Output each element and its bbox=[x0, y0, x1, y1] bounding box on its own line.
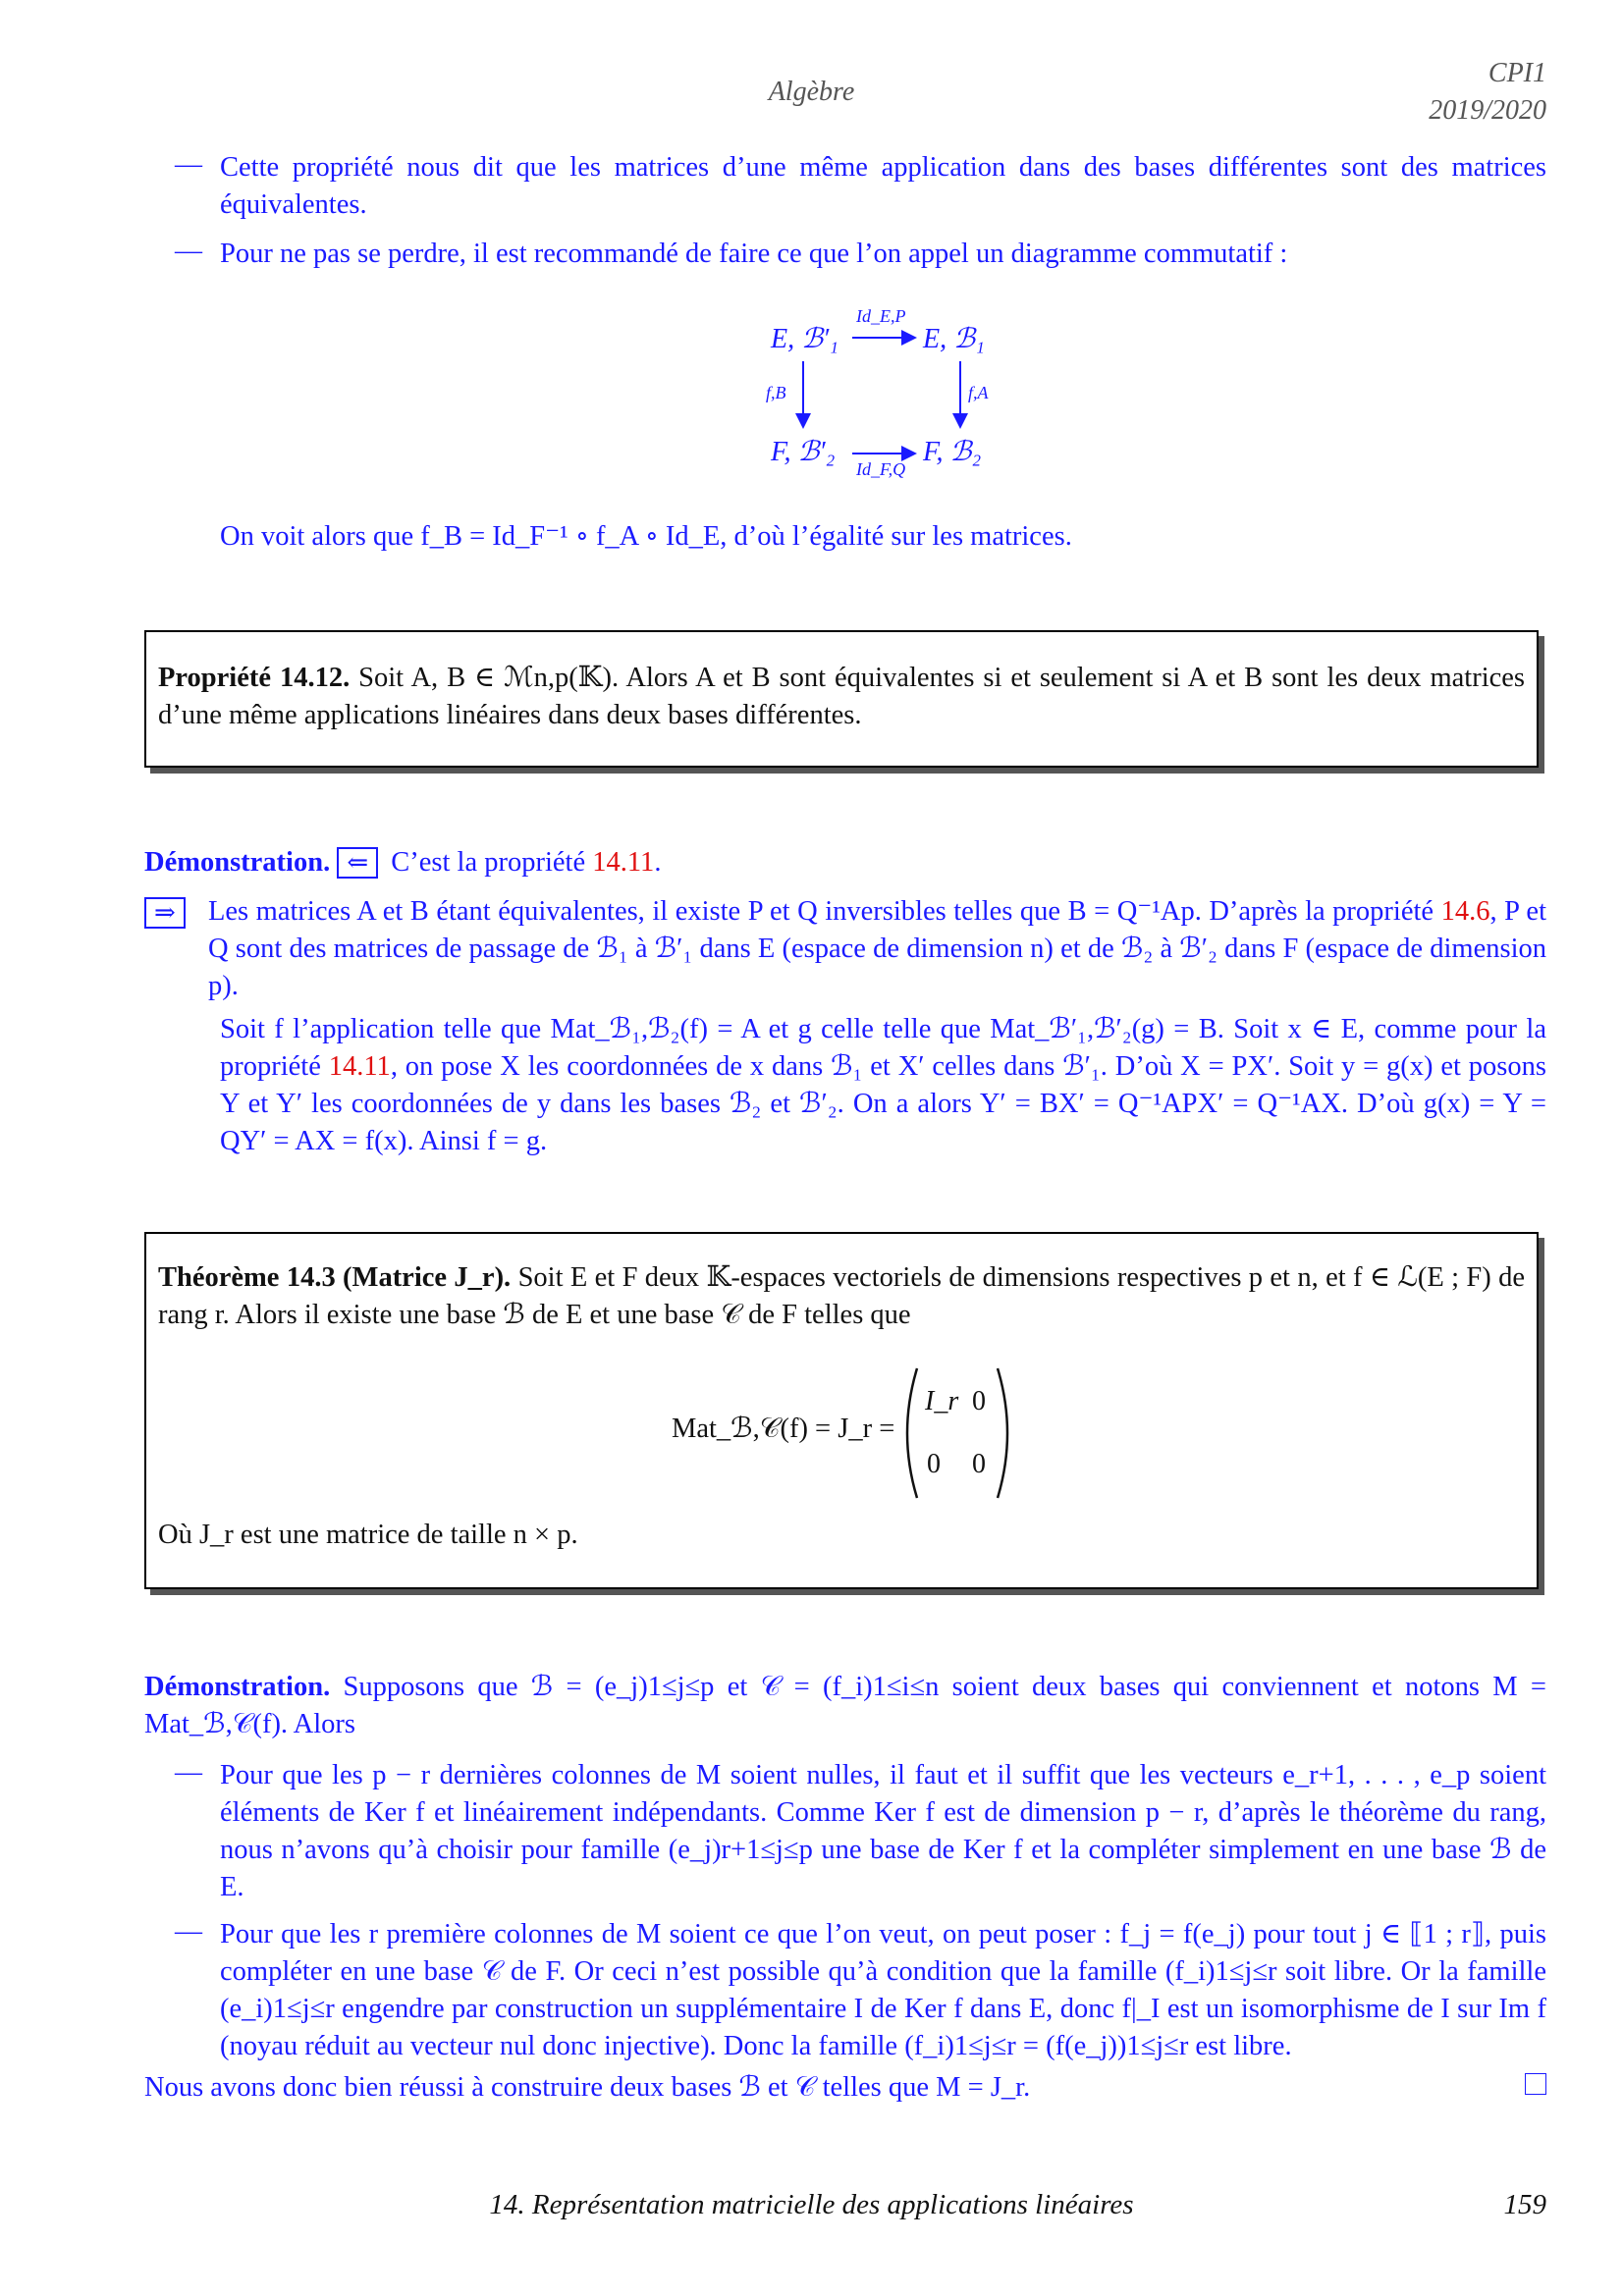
label-right-arrow: f,A bbox=[968, 383, 989, 402]
diagram-conclusion: On voit alors que f_B = Id_F⁻¹ ∘ f_A ∘ Id_E, d’où l’égalité sur les matrices. bbox=[220, 521, 1072, 552]
theorem-content bbox=[158, 1259, 1525, 1334]
matrix-cell-11: I_r bbox=[925, 1386, 959, 1416]
property-content bbox=[158, 660, 1525, 734]
header-course: CPI1 bbox=[1488, 58, 1546, 88]
demo1-para1 bbox=[208, 893, 1546, 1005]
demo1-ref-1411b[interactable]: 14.11 bbox=[328, 1051, 391, 1082]
demo1-para2-a: Soit f l’application telle que Mat_ℬ₁,ℬ₂(f) = A et g celle telle que Mat_ℬ′₁,ℬ′₂(g) = B. Soit x ∈ E, comme pour la propriété bbox=[220, 1014, 1546, 1082]
theorem-formula: Mat_ℬ,𝒞(f) = J_r = bbox=[672, 1414, 895, 1444]
demo1-para2-b: , on pose X les coordonnées de x dans ℬ₁ et X′ celles dans ℬ′₁. D’où X = PX′. Soit y = g(x) et posons Y et Y′ les coordonnées de y dans les bases ℬ₂ et ℬ′₂. On a alors Y′ = BX′ = Q⁻¹APX′ = Q⁻¹AX. D’où g(x) = Y = QY′ = AX = f(x). Ainsi f = g. bbox=[220, 1051, 1547, 1156]
header-course-year bbox=[1429, 55, 1546, 130]
theorem-title: Théorème 14.3 (Matrice J_r). bbox=[158, 1262, 512, 1293]
demo2-final: Nous avons donc bien réussi à construire deux bases ℬ et 𝒞 telles que M = J_r. bbox=[144, 2072, 1031, 2103]
header-year: 2019/2020 bbox=[1429, 95, 1546, 126]
demo2-intro-text: Supposons que ℬ = (e_j)1≤j≤p et 𝒞 = (f_i)1≤i≤n soient deux bases qui conviennent et notons M = Mat_ℬ,𝒞(f). Alors bbox=[144, 1672, 1547, 1739]
footer-chapter: 14. Représentation matricielle des applications linéaires bbox=[489, 2189, 1134, 2220]
theorem-box bbox=[144, 1232, 1539, 1589]
demo2-intro bbox=[144, 1669, 1546, 1743]
right-implication-icon bbox=[144, 897, 191, 929]
intro-bullet-2: Pour ne pas se perdre, il est recommandé de faire ce que l’on appel un diagramme commutatif : bbox=[220, 239, 1288, 269]
bullet-dash: — bbox=[175, 1757, 202, 1788]
intro-bullet-1: Cette propriété nous dit que les matrices d’une même application dans des bases différentes sont des matrices équivalentes. bbox=[220, 152, 1546, 220]
demo1-title: Démonstration. bbox=[144, 847, 331, 878]
demo1-para2 bbox=[220, 1011, 1546, 1160]
bullet-dash: — bbox=[175, 236, 202, 266]
matrix-cell-21: 0 bbox=[927, 1449, 941, 1479]
right-implication-symbol: ⇒ bbox=[144, 897, 186, 929]
qed-square-icon bbox=[1525, 2073, 1546, 2095]
node-top-right: E, ℬ₁ bbox=[923, 324, 985, 354]
node-top-left: E, ℬ′₁ bbox=[771, 324, 839, 354]
matrix-parentheses bbox=[903, 1364, 1011, 1502]
header-subject: Algèbre bbox=[768, 77, 855, 107]
property-box bbox=[144, 630, 1539, 768]
demo1-para1-b: , P et Q sont des matrices de passage de ℬ₁ à ℬ′₁ dans E (espace de dimension n) et de ℬ₂ à ℬ′₂ dans F (espace de dimension p). bbox=[208, 896, 1546, 1001]
demo1-para1-a: Les matrices A et B étant équivalentes, il existe P et Q inversibles telles que B = Q⁻¹Ap. D’après la propriété bbox=[208, 896, 1441, 927]
label-left-arrow: f,B bbox=[766, 383, 786, 402]
label-top-arrow: Id_E,P bbox=[856, 306, 906, 326]
footer-page-number: 159 bbox=[1503, 2189, 1546, 2220]
matrix-cell-12: 0 bbox=[972, 1386, 986, 1416]
demo2-bullet-2: Pour que les r première colonnes de M soient ce que l’on veut, on peut poser : f_j = f(e_j) pour tout j ∈ ⟦1 ; r⟧, puis compléter en une base 𝒞 de F. Or ceci n’est possible qu’à condition que la famille (f_i)1≤j≤r soit libre. Or la famille (e_i)1≤j≤r engendre par construction un supplémentaire I de Ker f dans E, donc f|_I est un isomorphisme de I sur Im f (noyau réduit au vecteur nul donc injective). Donc la famille (f_i)1≤j≤r = (f(e_j))1≤j≤r est libre. bbox=[220, 1919, 1546, 2061]
label-bottom-arrow: Id_F,Q bbox=[856, 459, 906, 479]
jr-matrix bbox=[903, 1364, 1011, 1502]
demo1-line1-end: . bbox=[654, 847, 662, 878]
bullet-dash: — bbox=[175, 1916, 202, 1947]
property-title: Propriété 14.12. bbox=[158, 663, 351, 693]
theorem-after: Où J_r est une matrice de taille n × p. bbox=[158, 1520, 578, 1550]
node-bottom-right: F, ℬ₂ bbox=[923, 437, 982, 467]
commutative-diagram bbox=[746, 294, 1041, 481]
bullet-dash: — bbox=[175, 149, 202, 180]
property-text: Soit A, B ∈ ℳn,p(𝕂). Alors A et B sont équivalentes si et seulement si A et B sont les deux matrices d’une même applications linéaires dans deux bases différentes. bbox=[158, 663, 1526, 730]
theorem-text: Soit E et F deux 𝕂-espaces vectoriels de dimensions respectives p et n, et f ∈ ℒ(E ; F) de rang r. Alors il existe une base ℬ de E et une base 𝒞 de F telles que bbox=[158, 1262, 1525, 1330]
demo1-ref-1411[interactable]: 14.11 bbox=[592, 847, 655, 878]
matrix-cell-22: 0 bbox=[972, 1449, 986, 1479]
demo1-line1 bbox=[144, 844, 1548, 881]
demo1-line1-text: C’est la propriété bbox=[391, 847, 593, 878]
node-bottom-left: F, ℬ′₂ bbox=[771, 437, 836, 467]
demo2-title: Démonstration. bbox=[144, 1672, 331, 1702]
demo1-ref-146[interactable]: 14.6 bbox=[1440, 896, 1490, 927]
demo2-bullet-1: Pour que les p − r dernières colonnes de M soient nulles, il faut et il suffit que les vecteurs e_r+1, . . . , e_p soient éléments de Ker f et linéairement indépendants. Comme Ker f est de dimension p − r, d’après le théorème du rang, nous n’avons qu’à choisir pour famille (e_j)r+1≤j≤p une base de Ker f et la compléter simplement en une base ℬ de E. bbox=[220, 1760, 1546, 1902]
left-implication-icon: ⇐ bbox=[337, 847, 378, 879]
